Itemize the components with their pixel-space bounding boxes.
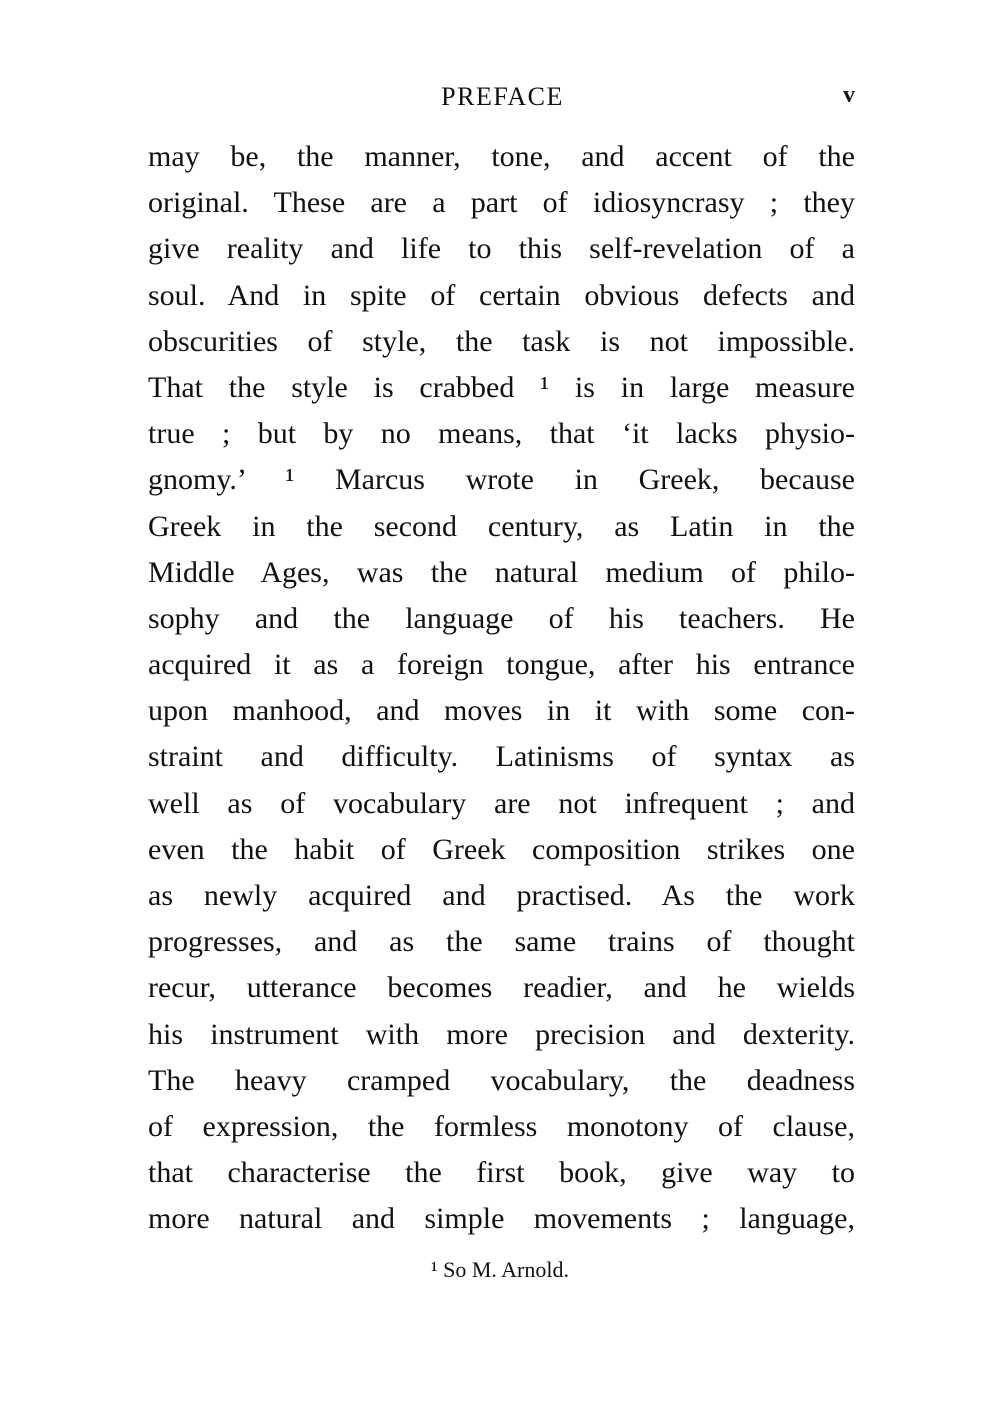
text-line: acquired it as a foreign tongue, after his entrance <box>148 648 855 682</box>
text-line: as newly acquired and practised. As the work <box>148 879 855 912</box>
text-line: progresses, and as the same trains of thought <box>148 925 855 959</box>
text-line: Greek in the second century, as Latin in the <box>148 509 855 543</box>
text-line: The heavy cramped vocabulary, the deadness <box>148 1063 855 1097</box>
text-line: well as of vocabulary are not infrequent ; and <box>148 786 855 820</box>
text-line: that characterise the first book, give way to <box>148 1156 855 1190</box>
text-line: straint and difficulty. Latinisms of syntax as <box>148 740 855 774</box>
text-line: may be, the manner, tone, and accent of the <box>148 140 855 173</box>
text-line: sophy and the language of his teachers. He <box>148 601 855 635</box>
text-line: soul. And in spite of certain obvious defects and <box>148 278 855 312</box>
text-line: more natural and simple movements ; language, <box>148 1202 855 1236</box>
text-line: original. These are a part of idiosyncrasy ; they <box>148 186 855 220</box>
text-line: gnomy.’ ¹ Marcus wrote in Greek, because <box>148 463 855 497</box>
text-line: upon manhood, and moves in it with some con- <box>148 694 855 728</box>
text-line: That the style is crabbed ¹ is in large measure <box>148 370 855 404</box>
running-title: PREFACE <box>441 82 564 111</box>
body-paragraph <box>148 134 855 1243</box>
text-line: obscurities of style, the task is not impossible. <box>148 324 855 358</box>
text-line: his instrument with more precision and dexterity. <box>148 1017 855 1051</box>
text-line: of expression, the formless monotony of clause, <box>148 1109 855 1143</box>
text-line: even the habit of Greek composition strikes one <box>148 832 855 866</box>
text-line: recur, utterance becomes readier, and he wields <box>148 971 855 1005</box>
footnote: ¹ So M. Arnold. <box>430 1257 569 1282</box>
page-number: v <box>843 82 855 108</box>
text-line: Middle Ages, was the natural medium of philo- <box>148 555 855 589</box>
text-line: true ; but by no means, that ‘it lacks physio- <box>148 417 855 451</box>
running-head <box>150 82 855 116</box>
text-line: give reality and life to this self-revelation of a <box>148 232 855 266</box>
